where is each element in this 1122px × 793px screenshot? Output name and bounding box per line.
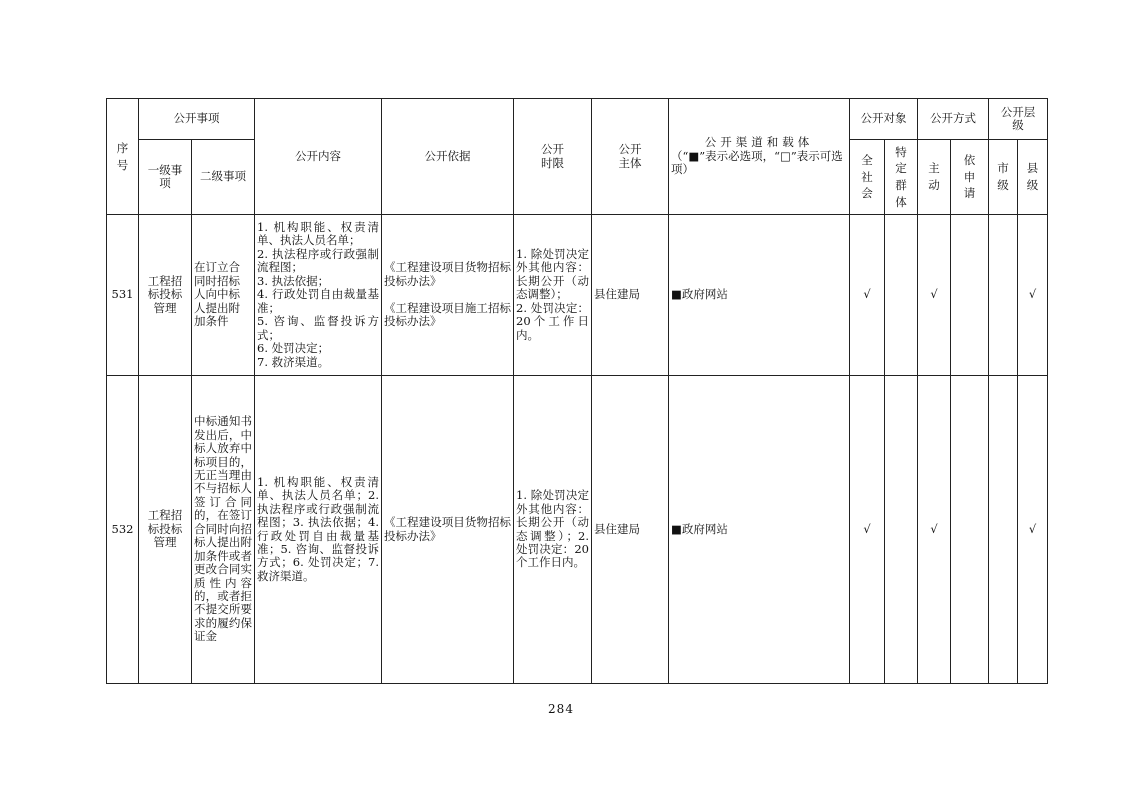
header-target: 公开对象 [850, 99, 918, 140]
header-subject: 公开 主体 [592, 99, 669, 215]
header-method: 公开方式 [918, 99, 989, 140]
header-channel-title: 公开渠道和载体 [704, 135, 814, 150]
header-level: 公开层 级 [989, 99, 1048, 140]
row-channel: ■政府网站 [669, 215, 850, 376]
header-level2: 二级事项 [192, 140, 255, 215]
table-row [107, 376, 1048, 684]
header-target-specific: 特 定 群 体 [885, 140, 918, 215]
row-basis-2: 《工程建设项目施工招标投标办法》 [384, 301, 511, 329]
row-target-all: √ [850, 376, 885, 684]
header-level-city: 市 级 [989, 140, 1018, 215]
header-method-active: 主 动 [918, 140, 951, 215]
header-time-limit: 公开 时限 [514, 99, 592, 215]
header-row-1 [107, 99, 1048, 140]
row-basis [382, 376, 514, 684]
row-method-request [951, 376, 989, 684]
header-level-county: 县 级 [1018, 140, 1048, 215]
row-content: 1. 机构职能、权责清单、执法人员名单；2. 执法程序或行政强制流程图；3. 执法依据；4. 行政处罚自由裁量基准；5. 咨询、监督投诉方式；6. 处罚决定；7. 救济渠道。 [255, 376, 382, 684]
header-basis: 公开依据 [382, 99, 514, 215]
row-content: 1. 机构职能、权责清单、执法人员名单； 2. 执法程序或行政强制流程图； 3. 执法依据； 4. 行政处罚自由裁量基准； 5. 咨询、监督投诉方式； 6. 处罚决定； 7. 救济渠道。 [255, 215, 382, 376]
row-target-specific [885, 376, 918, 684]
row-method-active: √ [918, 376, 951, 684]
row-level-county: √ [1018, 215, 1048, 376]
header-level1: 一级事 项 [139, 140, 192, 215]
page-number: 284 [548, 702, 574, 716]
row-time-limit: 1. 除处罚决定外其他内容：长期公开（动态调整）；2. 处罚决定：20个工作日内。 [514, 376, 592, 684]
header-target-all: 全 社 会 [850, 140, 885, 215]
header-seq: 序 号 [107, 99, 139, 215]
row-level2: 中标通知书发出后，中标人放弃中标项目的，无正当理由不与招标人签订合同的，在签订合同时向招标人提出附加条件或者更改合同实质性内容的，或者拒不提交所要求的履约保证金 [192, 376, 255, 684]
row-subject: 县住建局 [592, 376, 669, 684]
disclosure-table [106, 98, 1048, 684]
row-basis-1: 《工程建设项目货物招标投标办法》 [384, 515, 511, 543]
header-channel [669, 99, 850, 215]
row-basis-1: 《工程建设项目货物招标投标办法》 [384, 260, 511, 288]
table-row [107, 215, 1048, 376]
row-level-city [989, 215, 1018, 376]
row-target-specific [885, 215, 918, 376]
row-level1: 工程招 标投标 管理 [139, 215, 192, 376]
row-subject: 县住建局 [592, 215, 669, 376]
row-method-request [951, 215, 989, 376]
row-target-all: √ [850, 215, 885, 376]
row-no: 531 [107, 215, 139, 376]
row-method-active: √ [918, 215, 951, 376]
header-method-request: 依 申 请 [951, 140, 989, 215]
row-no: 532 [107, 376, 139, 684]
row-level-county: √ [1018, 376, 1048, 684]
row-level-city [989, 376, 1018, 684]
row-time-limit: 1. 除处罚决定外其他内容：长期公开（动态调整）； 2. 处罚决定：20个工作日内。 [514, 215, 592, 376]
row-channel: ■政府网站 [669, 376, 850, 684]
row-level2: 在订立合 同时招标 人向中标 人提出附 加条件 [192, 215, 255, 376]
row-level1: 工程招 标投标 管理 [139, 376, 192, 684]
header-content: 公开内容 [255, 99, 382, 215]
header-public-item: 公开事项 [139, 99, 255, 140]
row-basis [382, 215, 514, 376]
header-channel-legend: （“■”表示必选项，“□”表示可选项） [671, 148, 843, 177]
